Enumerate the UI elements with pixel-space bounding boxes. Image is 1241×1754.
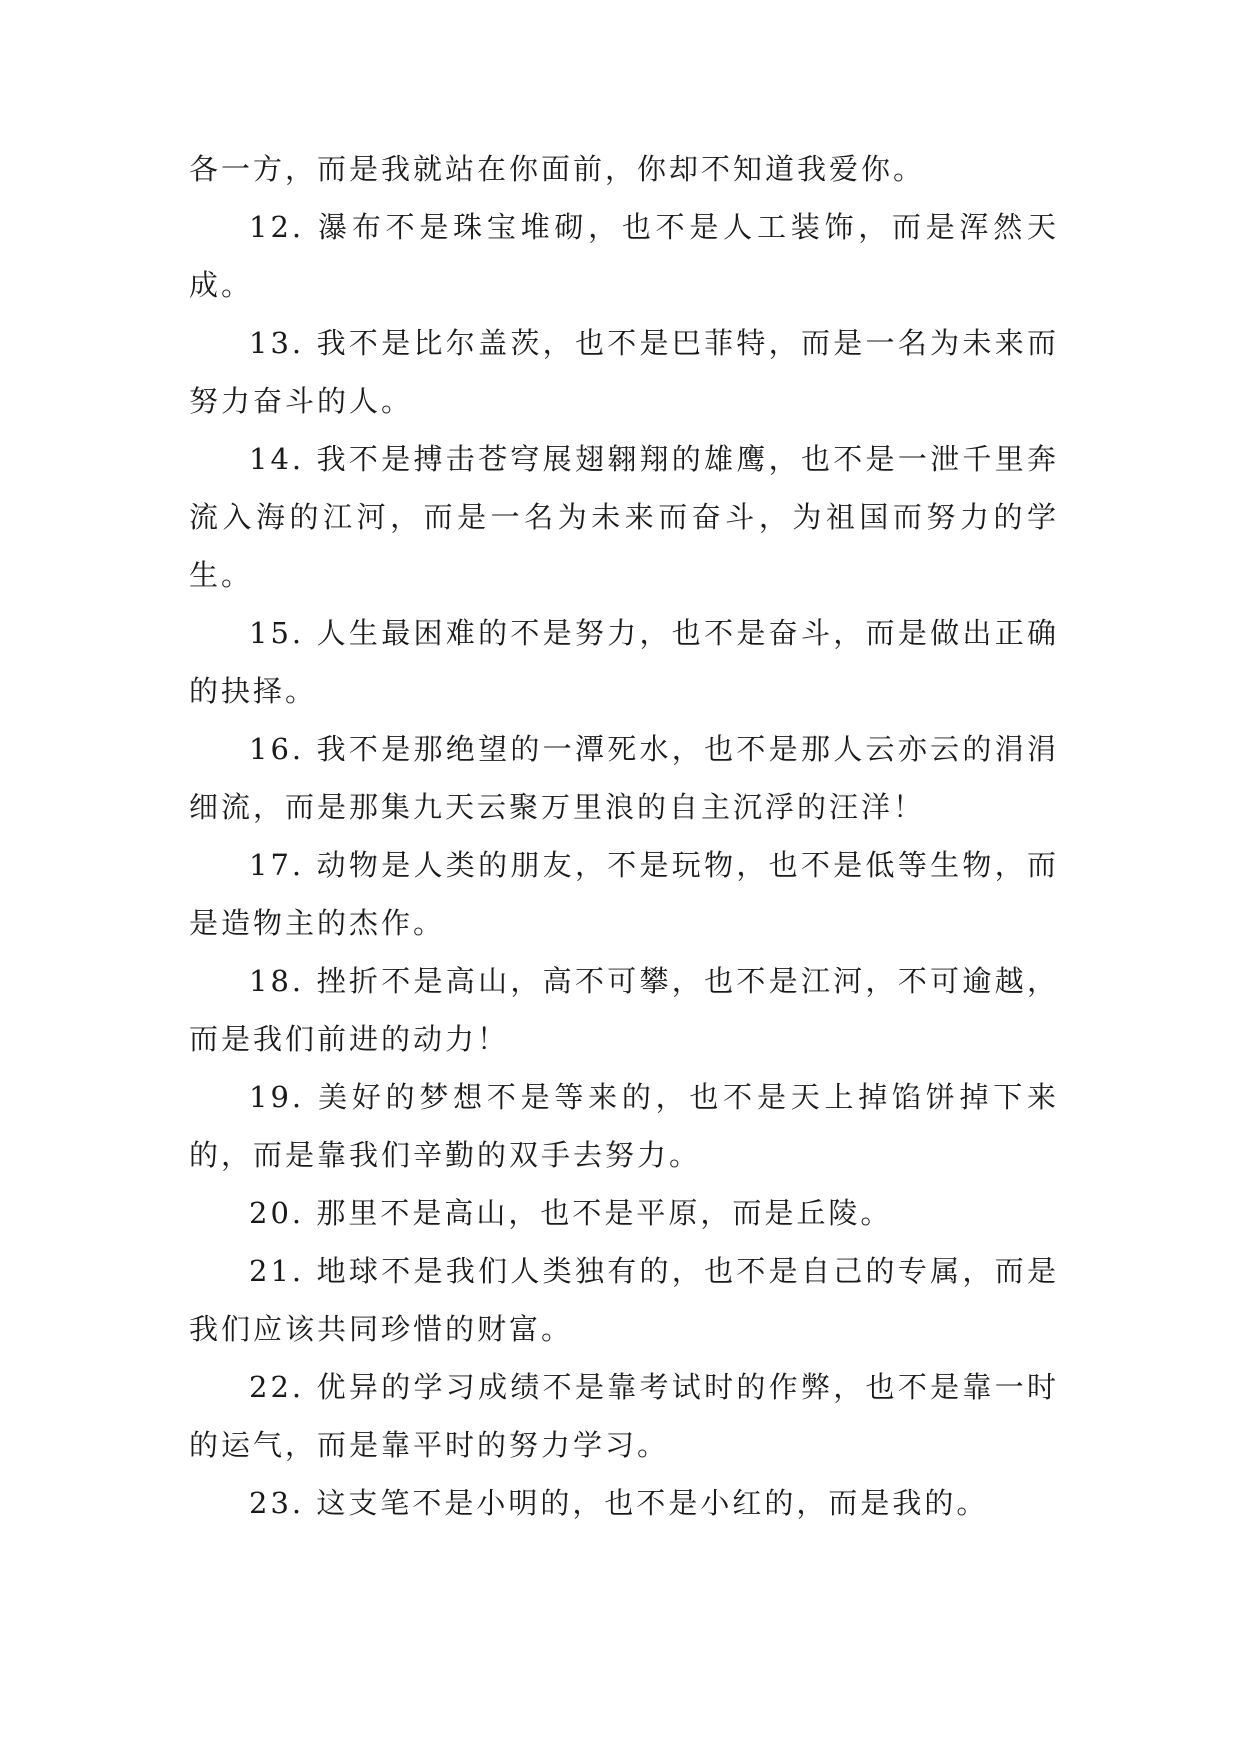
paragraph-item-18: 18. 挫折不是高山，高不可攀，也不是江河，不可逾越，而是我们前进的动力！	[189, 964, 1059, 1056]
paragraph-item-22: 22. 优异的学习成绩不是靠考试时的作弊，也不是靠一时的运气，而是靠平时的努力学习。	[189, 1370, 1059, 1462]
paragraph-item-12: 12. 瀑布不是珠宝堆砌，也不是人工装饰，而是浑然天成。	[189, 210, 1059, 302]
paragraph-item-13: 13. 我不是比尔盖茨，也不是巴菲特，而是一名为未来而努力奋斗的人。	[189, 326, 1059, 418]
document-body	[189, 140, 1059, 1532]
paragraph-item-23: 23. 这支笔不是小明的，也不是小红的，而是我的。	[249, 1486, 989, 1520]
paragraph-item-20: 20. 那里不是高山，也不是平原，而是丘陵。	[249, 1196, 893, 1230]
paragraph-item-15: 15. 人生最困难的不是努力，也不是奋斗，而是做出正确的抉择。	[189, 616, 1059, 708]
paragraph-item-17: 17. 动物是人类的朋友，不是玩物，也不是低等生物，而是造物主的杰作。	[189, 848, 1059, 940]
paragraph-item-21: 21. 地球不是我们人类独有的，也不是自己的专属，而是我们应该共同珍惜的财富。	[189, 1254, 1059, 1346]
paragraph-item-16: 16. 我不是那绝望的一潭死水，也不是那人云亦云的涓涓细流，而是那集九天云聚万里浪的自主沉浮的汪洋！	[189, 732, 1059, 824]
paragraph-item-14: 14. 我不是搏击苍穹展翅翱翔的雄鹰，也不是一泄千里奔流入海的江河，而是一名为未来而奋斗，为祖国而努力的学生。	[189, 442, 1059, 592]
paragraph-continuation: 各一方，而是我就站在你面前，你却不知道我爱你。	[189, 152, 926, 186]
paragraph-item-19: 19. 美好的梦想不是等来的，也不是天上掉馅饼掉下来的，而是靠我们辛勤的双手去努力。	[189, 1080, 1059, 1172]
